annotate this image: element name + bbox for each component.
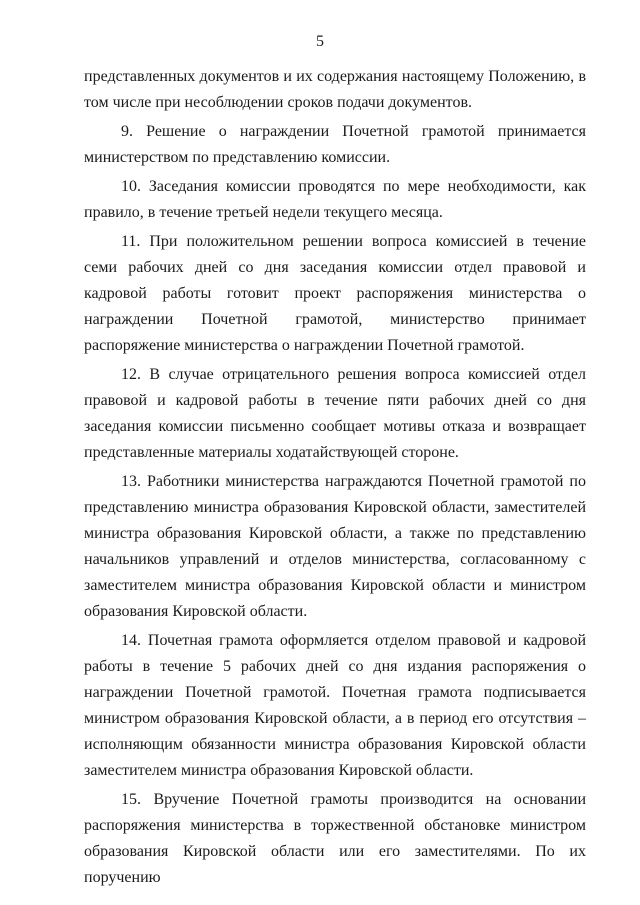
paragraph-item-15: 15. Вручение Почетной грамоты производится на основании распоряжения министерства в торжественной обстановке министром образования Кировской области или его заместителями. По их поручению — [84, 791, 586, 886]
paragraph-item-13: 13. Работники министерства награждаются Почетной грамотой по представлению министра образования Кировской области, заместителей министра образования Кировской области, а также по представлению начальников управлений и отделов министерства, согласованному с заместителем министра образования Кировской области и министром образования Кировской области. — [84, 473, 586, 620]
page-number: 5 — [316, 33, 324, 50]
paragraph-item-14: 14. Почетная грамота оформляется отделом правовой и кадровой работы в течение 5 рабочих дней со дня издания распоряжения о награждении Почетной грамотой. Почетная грамота подписывается министром образования Кировской области, а в период его отсутствия – исполняющим обязанности министра образования Кировской области заместителем министра образования Кировской области. — [84, 632, 586, 779]
paragraph-item-12: 12. В случае отрицательного решения вопроса комиссией отдел правовой и кадровой работы в течение пяти рабочих дней со дня заседания комиссии письменно сообщает мотивы отказа и возвращает представленные материалы ходатайствующей стороне. — [84, 366, 586, 461]
paragraph-item-10: 10. Заседания комиссии проводятся по мере необходимости, как правило, в течение третьей недели текущего месяца. — [84, 178, 586, 221]
paragraph-item-9: 9. Решение о награждении Почетной грамотой принимается министерством по представлению комиссии. — [84, 123, 586, 166]
paragraph-continuation: представленных документов и их содержания настоящему Положению, в том числе при несоблюдении сроков подачи документов. — [84, 68, 586, 111]
document-body — [84, 64, 586, 894]
paragraph-item-11: 11. При положительном решении вопроса комиссией в течение семи рабочих дней со дня заседания комиссии отдел правовой и кадровой работы готовит проект распоряжения министерства о награждении Почетной грамотой, министерство принимает распоряжение министерства о награждении Почетной грамотой. — [84, 233, 586, 354]
